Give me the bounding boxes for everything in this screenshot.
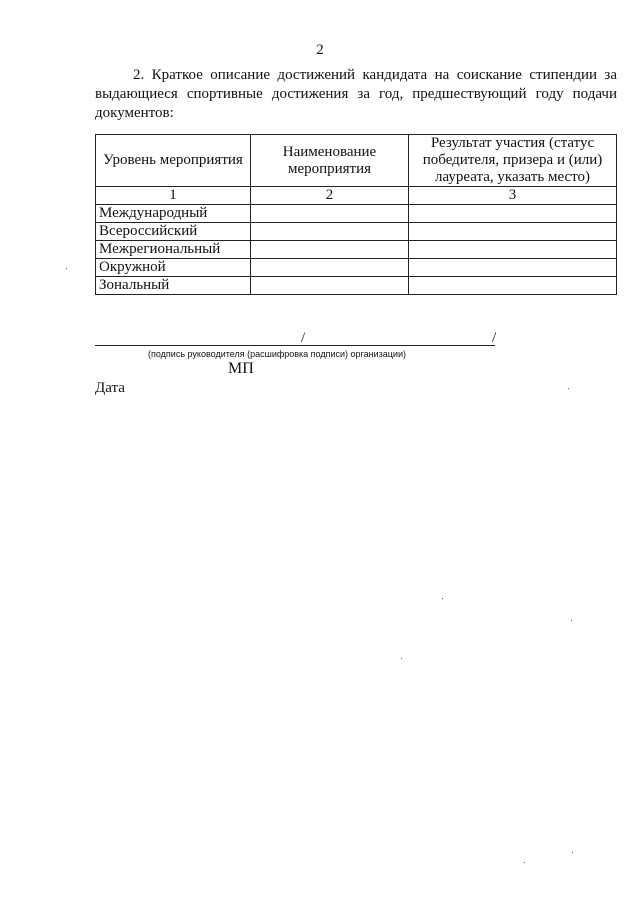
description-text: 2. Краткое описание достижений кандидата на соискание стипендии за выдающиеся спортивные достижения за год, предшествующий году подачи документов: (95, 67, 617, 121)
scan-speck (66, 268, 67, 269)
description-paragraph (95, 66, 617, 123)
row-level: Окружной (96, 259, 251, 277)
header-result: Результат участия (статус победителя, призера и (или) лауреата, указать место) (409, 135, 617, 187)
table-header-row (96, 135, 617, 187)
stamp-label: МП (228, 360, 254, 377)
date-label: Дата (95, 380, 125, 396)
scan-speck (524, 862, 525, 863)
column-index-row (96, 187, 617, 205)
column-index: 3 (409, 187, 617, 205)
header-event-name: Наименование мероприятия (251, 135, 409, 187)
table-row (96, 241, 617, 259)
row-result-cell[interactable] (409, 277, 617, 295)
signature-line[interactable] (95, 345, 495, 347)
row-level: Международный (96, 205, 251, 223)
header-level: Уровень мероприятия (96, 135, 251, 187)
signature-separator: / (492, 330, 497, 346)
row-result-cell[interactable] (409, 223, 617, 241)
scan-speck (572, 852, 573, 853)
table-row (96, 259, 617, 277)
achievements-table (95, 134, 617, 295)
page-number: 2 (316, 42, 324, 58)
table-row (96, 223, 617, 241)
row-level: Межрегиональный (96, 241, 251, 259)
row-result-cell[interactable] (409, 205, 617, 223)
signature-separator: / (301, 330, 306, 346)
table-row (96, 205, 617, 223)
signature-caption: (подпись руководителя (расшифровка подписи) организации) (148, 349, 406, 359)
row-result-cell[interactable] (409, 259, 617, 277)
column-index: 1 (96, 187, 251, 205)
row-result-cell[interactable] (409, 241, 617, 259)
row-event-name-cell[interactable] (251, 277, 409, 295)
scan-speck (571, 620, 572, 621)
row-event-name-cell[interactable] (251, 241, 409, 259)
scan-speck (442, 598, 443, 599)
row-level: Всероссийский (96, 223, 251, 241)
row-event-name-cell[interactable] (251, 223, 409, 241)
column-index: 2 (251, 187, 409, 205)
scan-speck (568, 388, 569, 389)
row-level: Зональный (96, 277, 251, 295)
row-event-name-cell[interactable] (251, 205, 409, 223)
scan-speck (401, 658, 402, 659)
row-event-name-cell[interactable] (251, 259, 409, 277)
table-row (96, 277, 617, 295)
